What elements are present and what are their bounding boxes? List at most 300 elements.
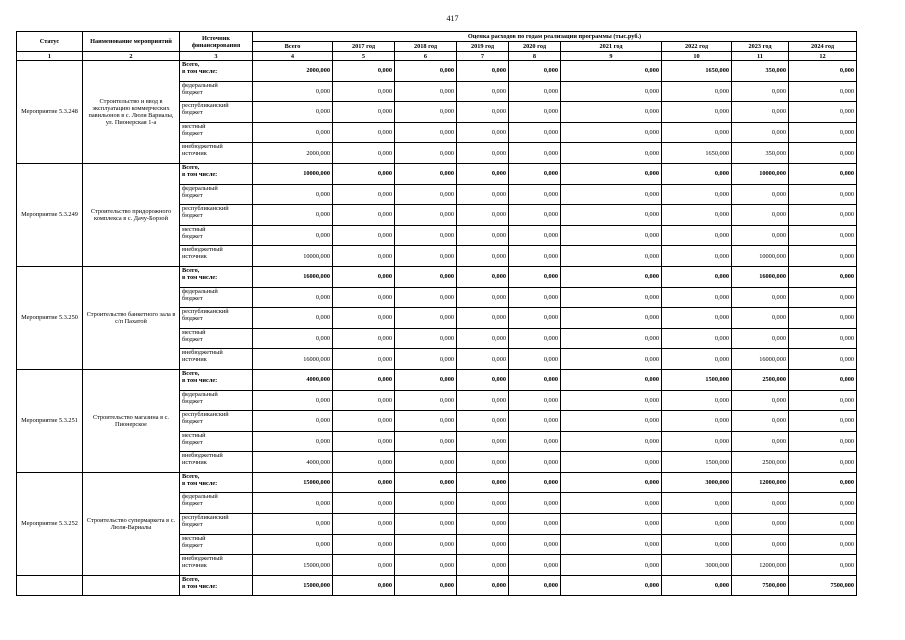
amount-cell: 0,000 (395, 411, 457, 432)
funding-source-line: в том числе: (182, 170, 218, 178)
year-header: 2022 год (662, 42, 732, 52)
amount-cell: 0,000 (253, 534, 333, 555)
amount-cell: 0,000 (662, 308, 732, 329)
amount-cell: 2000,000 (253, 143, 333, 164)
event-status: Мероприятие 5.3.248 (17, 61, 83, 164)
amount-cell: 350,000 (732, 143, 789, 164)
funding-source-line: местный (182, 534, 206, 542)
amount-cell: 0,000 (561, 122, 662, 143)
amount-cell: 0,000 (333, 81, 395, 102)
amount-cell: 0,000 (457, 349, 509, 370)
amount-cell: 0,000 (662, 225, 732, 246)
amount-cell: 0,000 (561, 266, 662, 287)
amount-cell: 0,000 (789, 308, 857, 329)
funding-source-line: источник (182, 356, 207, 364)
funding-source-line: бюджет (182, 438, 203, 446)
funding-source (180, 411, 253, 432)
amount-cell: 0,000 (561, 61, 662, 82)
amount-cell: 0,000 (732, 184, 789, 205)
year-header: Всего (253, 42, 333, 52)
amount-cell: 0,000 (395, 163, 457, 184)
funding-source-line: бюджет (182, 500, 203, 508)
amount-cell: 0,000 (253, 225, 333, 246)
amount-cell: 0,000 (509, 225, 561, 246)
amount-cell: 0,000 (509, 122, 561, 143)
funding-source-line: бюджет (182, 109, 203, 117)
amount-cell: 0,000 (457, 122, 509, 143)
funding-source-line: Всего, (182, 266, 200, 274)
amount-cell: 0,000 (561, 143, 662, 164)
amount-cell: 0,000 (395, 308, 457, 329)
amount-cell: 0,000 (509, 349, 561, 370)
funding-source-line: внебюджетный (182, 349, 223, 357)
amount-cell: 0,000 (789, 431, 857, 452)
amount-cell: 0,000 (253, 205, 333, 226)
year-header: 2018 год (395, 42, 457, 52)
amount-cell: 0,000 (789, 81, 857, 102)
year-header: 2024 год (789, 42, 857, 52)
funding-source-line: бюджет (182, 232, 203, 240)
amount-cell: 4000,000 (253, 452, 333, 473)
amount-cell: 1650,000 (662, 143, 732, 164)
amount-cell: 12000,000 (732, 555, 789, 576)
funding-source (180, 61, 253, 82)
amount-cell: 0,000 (333, 61, 395, 82)
amount-cell: 0,000 (732, 287, 789, 308)
amount-cell: 0,000 (509, 328, 561, 349)
amount-cell: 0,000 (662, 390, 732, 411)
event-status (17, 575, 83, 596)
funding-source (180, 493, 253, 514)
amount-cell: 0,000 (333, 205, 395, 226)
amount-cell: 0,000 (457, 472, 509, 493)
event-name: Строительство банкетного зала в с/п Пахатой (83, 266, 180, 369)
amount-cell: 0,000 (732, 308, 789, 329)
amount-cell: 0,000 (395, 328, 457, 349)
amount-cell: 0,000 (732, 390, 789, 411)
amount-cell: 0,000 (457, 369, 509, 390)
amount-cell: 0,000 (662, 431, 732, 452)
amount-cell: 0,000 (395, 555, 457, 576)
page-number: 417 (446, 14, 459, 23)
amount-cell: 0,000 (789, 246, 857, 267)
amount-cell: 0,000 (457, 225, 509, 246)
amount-cell: 0,000 (509, 184, 561, 205)
funding-source-line: бюджет (182, 335, 203, 343)
amount-cell: 0,000 (509, 102, 561, 123)
funding-source (180, 534, 253, 555)
amount-cell: 10000,000 (253, 246, 333, 267)
funding-source-line: источник (182, 459, 207, 467)
amount-cell: 0,000 (333, 328, 395, 349)
amount-cell: 0,000 (457, 431, 509, 452)
column-number: 3 (180, 52, 253, 61)
funding-source-line: федеральный (182, 493, 218, 501)
funding-source (180, 390, 253, 411)
amount-cell: 0,000 (732, 514, 789, 535)
funding-source-line: в том числе: (182, 479, 218, 487)
amount-cell: 0,000 (509, 287, 561, 308)
funding-source-line: Всего, (182, 369, 200, 377)
amount-cell: 0,000 (732, 122, 789, 143)
amount-cell: 0,000 (509, 514, 561, 535)
amount-cell: 0,000 (662, 575, 732, 596)
column-number: 4 (253, 52, 333, 61)
amount-cell: 0,000 (253, 184, 333, 205)
amount-cell: 0,000 (789, 184, 857, 205)
amount-cell: 15000,000 (253, 555, 333, 576)
funding-source (180, 205, 253, 226)
amount-cell: 0,000 (457, 184, 509, 205)
funding-source-line: местный (182, 328, 206, 336)
funding-source-line: источник (182, 562, 207, 570)
amount-cell: 2500,000 (732, 369, 789, 390)
amount-cell: 0,000 (395, 122, 457, 143)
funding-source-line: бюджет (182, 315, 203, 323)
table-row (17, 266, 857, 287)
amount-cell: 0,000 (395, 225, 457, 246)
amount-cell: 2500,000 (732, 452, 789, 473)
amount-cell: 0,000 (789, 349, 857, 370)
amount-cell: 0,000 (789, 514, 857, 535)
amount-cell: 0,000 (457, 143, 509, 164)
amount-cell: 0,000 (789, 390, 857, 411)
amount-cell: 0,000 (333, 514, 395, 535)
amount-cell: 0,000 (457, 411, 509, 432)
column-number: 9 (561, 52, 662, 61)
name-header: Наименование мероприятий (83, 32, 180, 52)
amount-cell: 16000,000 (253, 349, 333, 370)
table-row (17, 369, 857, 390)
amount-cell: 0,000 (333, 452, 395, 473)
amount-cell: 0,000 (457, 163, 509, 184)
column-number: 2 (83, 52, 180, 61)
table-row (17, 61, 857, 82)
amount-cell: 0,000 (253, 411, 333, 432)
amount-cell: 0,000 (509, 493, 561, 514)
amount-cell: 12000,000 (732, 472, 789, 493)
funding-source-line: Всего, (182, 61, 200, 68)
funding-source (180, 369, 253, 390)
amount-cell: 0,000 (457, 493, 509, 514)
amount-cell: 0,000 (561, 452, 662, 473)
amount-cell: 0,000 (561, 411, 662, 432)
amount-cell: 0,000 (789, 225, 857, 246)
amount-cell: 0,000 (789, 143, 857, 164)
funding-source (180, 431, 253, 452)
amount-cell: 0,000 (395, 514, 457, 535)
year-header: 2023 год (732, 42, 789, 52)
amount-cell: 0,000 (253, 308, 333, 329)
table-header (17, 32, 857, 61)
amount-cell: 0,000 (662, 205, 732, 226)
column-number: 1 (17, 52, 83, 61)
amount-cell: 0,000 (509, 369, 561, 390)
event-name (83, 575, 180, 596)
amount-cell: 0,000 (789, 102, 857, 123)
column-number: 11 (732, 52, 789, 61)
amount-cell: 0,000 (662, 102, 732, 123)
column-number: 12 (789, 52, 857, 61)
amount-cell: 10000,000 (732, 163, 789, 184)
amount-cell: 7500,000 (732, 575, 789, 596)
amount-cell: 0,000 (732, 81, 789, 102)
amount-cell: 0,000 (561, 308, 662, 329)
event-status: Мероприятие 5.3.249 (17, 163, 83, 266)
amount-cell: 0,000 (662, 122, 732, 143)
amount-cell: 0,000 (333, 287, 395, 308)
amount-cell: 0,000 (662, 287, 732, 308)
amount-cell: 0,000 (395, 266, 457, 287)
funding-source (180, 143, 253, 164)
funding-source-line: местный (182, 431, 206, 439)
amount-cell: 0,000 (732, 225, 789, 246)
funding-source-line: местный (182, 225, 206, 233)
funding-source-line: внебюджетный (182, 452, 223, 460)
funding-source (180, 514, 253, 535)
amount-cell: 0,000 (662, 493, 732, 514)
amount-cell: 0,000 (395, 493, 457, 514)
amount-cell: 0,000 (732, 411, 789, 432)
amount-cell: 0,000 (561, 225, 662, 246)
year-header: 2017 год (333, 42, 395, 52)
amount-cell: 0,000 (732, 493, 789, 514)
amount-cell: 0,000 (561, 534, 662, 555)
funding-source (180, 81, 253, 102)
amount-cell: 0,000 (333, 493, 395, 514)
amount-cell: 0,000 (509, 246, 561, 267)
funding-source-line: в том числе: (182, 582, 218, 590)
amount-cell: 0,000 (333, 308, 395, 329)
amount-cell: 0,000 (732, 431, 789, 452)
year-header: 2020 год (509, 42, 561, 52)
amount-cell: 1500,000 (662, 452, 732, 473)
amount-cell: 0,000 (732, 102, 789, 123)
event-status: Мероприятие 5.3.250 (17, 266, 83, 369)
amount-cell: 0,000 (509, 452, 561, 473)
amount-cell: 0,000 (457, 534, 509, 555)
amount-cell: 0,000 (561, 205, 662, 226)
funding-source (180, 287, 253, 308)
event-name: Строительство магазина в с. Пионерское (83, 369, 180, 472)
funding-source-line: в том числе: (182, 273, 218, 281)
amount-cell: 0,000 (333, 390, 395, 411)
funding-source (180, 102, 253, 123)
funding-source (180, 122, 253, 143)
funding-source-line: бюджет (182, 294, 203, 302)
amount-cell: 0,000 (457, 452, 509, 473)
funding-source (180, 266, 253, 287)
year-header: 2019 год (457, 42, 509, 52)
amount-cell: 0,000 (662, 184, 732, 205)
amount-cell: 0,000 (333, 246, 395, 267)
amount-cell: 0,000 (509, 143, 561, 164)
funding-source-line: республиканский (182, 205, 229, 213)
amount-cell: 16000,000 (732, 349, 789, 370)
amount-cell: 0,000 (561, 328, 662, 349)
funding-source-line: бюджет (182, 541, 203, 549)
amount-cell: 0,000 (561, 369, 662, 390)
amount-cell: 7500,000 (789, 575, 857, 596)
funding-source (180, 328, 253, 349)
amount-cell: 0,000 (395, 246, 457, 267)
event-status: Мероприятие 5.3.252 (17, 472, 83, 575)
amount-cell: 0,000 (333, 349, 395, 370)
amount-cell: 0,000 (789, 411, 857, 432)
amount-cell: 0,000 (457, 514, 509, 535)
amount-cell: 0,000 (395, 81, 457, 102)
event-name: Строительство и ввод в эксплуатацию коммерческих павильонов в с. Люля Вариалы, ул. Пионерская 1-а (83, 61, 180, 164)
amount-cell: 0,000 (561, 472, 662, 493)
amount-cell: 0,000 (789, 369, 857, 390)
amount-cell: 0,000 (333, 534, 395, 555)
amount-cell: 0,000 (457, 390, 509, 411)
amount-cell: 0,000 (333, 122, 395, 143)
amount-cell: 2000,000 (253, 61, 333, 82)
source-header: Источник финансирования (180, 32, 253, 52)
amount-cell: 0,000 (662, 514, 732, 535)
amount-cell: 0,000 (253, 102, 333, 123)
amount-cell: 0,000 (457, 287, 509, 308)
amount-cell: 0,000 (561, 163, 662, 184)
amount-cell: 0,000 (789, 287, 857, 308)
funding-source-line: федеральный (182, 81, 218, 89)
amount-cell: 0,000 (457, 246, 509, 267)
amount-cell: 0,000 (509, 575, 561, 596)
amount-cell: 0,000 (395, 143, 457, 164)
amount-cell: 0,000 (789, 472, 857, 493)
event-status: Мероприятие 5.3.251 (17, 369, 83, 472)
amount-cell: 0,000 (395, 205, 457, 226)
funding-source-line: бюджет (182, 88, 203, 96)
funding-source-line: федеральный (182, 287, 218, 295)
amount-cell: 0,000 (457, 81, 509, 102)
funding-source-line: республиканский (182, 411, 229, 419)
amount-cell: 0,000 (253, 287, 333, 308)
table-row (17, 163, 857, 184)
event-name: Строительство придорожного комплекса в с. Дачу-Борзой (83, 163, 180, 266)
amount-cell: 0,000 (395, 452, 457, 473)
amount-cell: 0,000 (561, 575, 662, 596)
amount-cell: 0,000 (395, 369, 457, 390)
amount-cell: 0,000 (333, 225, 395, 246)
amount-cell: 0,000 (561, 493, 662, 514)
amount-cell: 0,000 (457, 102, 509, 123)
amount-cell: 0,000 (395, 287, 457, 308)
funding-source-line: бюджет (182, 191, 203, 199)
amount-cell: 0,000 (509, 411, 561, 432)
funding-source-line: бюджет (182, 521, 203, 529)
funding-source (180, 163, 253, 184)
amount-cell: 16000,000 (732, 266, 789, 287)
amount-cell: 0,000 (561, 431, 662, 452)
amount-cell: 0,000 (789, 328, 857, 349)
amount-cell: 0,000 (561, 555, 662, 576)
funding-source-line: республиканский (182, 308, 229, 316)
amount-cell: 0,000 (732, 534, 789, 555)
funding-source-line: бюджет (182, 129, 203, 137)
amount-cell: 0,000 (789, 61, 857, 82)
amount-cell: 0,000 (509, 81, 561, 102)
table-row (17, 472, 857, 493)
funding-source-line: внебюджетный (182, 143, 223, 151)
funding-source (180, 184, 253, 205)
funding-source-line: республиканский (182, 514, 229, 522)
amount-cell: 0,000 (662, 349, 732, 370)
table-row (17, 575, 857, 596)
amount-cell: 1650,000 (662, 61, 732, 82)
funding-source (180, 472, 253, 493)
amount-cell: 16000,000 (253, 266, 333, 287)
column-number: 7 (457, 52, 509, 61)
amount-cell: 0,000 (509, 555, 561, 576)
amount-cell: 0,000 (253, 514, 333, 535)
event-name: Строительство супермаркета в с. Люля-Вариалы (83, 472, 180, 575)
funding-source-line: бюджет (182, 418, 203, 426)
amount-cell: 3000,000 (662, 555, 732, 576)
amount-cell: 0,000 (561, 246, 662, 267)
amount-cell: 0,000 (457, 575, 509, 596)
amount-cell: 0,000 (509, 61, 561, 82)
amount-cell: 0,000 (395, 349, 457, 370)
amount-cell: 0,000 (509, 431, 561, 452)
funding-source-line: федеральный (182, 184, 218, 192)
amount-cell: 0,000 (457, 328, 509, 349)
amount-cell: 0,000 (253, 390, 333, 411)
amount-cell: 0,000 (732, 328, 789, 349)
amount-cell: 0,000 (662, 81, 732, 102)
amount-cell: 0,000 (457, 555, 509, 576)
amount-cell: 0,000 (457, 266, 509, 287)
amount-cell: 0,000 (732, 205, 789, 226)
funding-source (180, 452, 253, 473)
amount-cell: 0,000 (253, 493, 333, 514)
amount-cell: 0,000 (395, 61, 457, 82)
amount-cell: 0,000 (395, 472, 457, 493)
status-header: Статус (17, 32, 83, 52)
amount-cell: 0,000 (395, 184, 457, 205)
amount-cell: 0,000 (509, 266, 561, 287)
column-number: 5 (333, 52, 395, 61)
amount-cell: 0,000 (662, 266, 732, 287)
funding-source-line: внебюджетный (182, 246, 223, 254)
amount-cell: 0,000 (561, 287, 662, 308)
amount-cell: 0,000 (789, 555, 857, 576)
amount-cell: 0,000 (395, 575, 457, 596)
amount-cell: 0,000 (395, 534, 457, 555)
column-number: 8 (509, 52, 561, 61)
amount-cell: 0,000 (253, 328, 333, 349)
amount-cell: 10000,000 (732, 246, 789, 267)
amount-cell: 0,000 (457, 308, 509, 329)
estimate-header: Оценка расходов по годам реализации программы (тыс.руб.) (253, 32, 857, 42)
amount-cell: 0,000 (662, 163, 732, 184)
amount-cell: 0,000 (333, 102, 395, 123)
amount-cell: 0,000 (333, 411, 395, 432)
funding-source-line: Всего, (182, 472, 200, 480)
amount-cell: 0,000 (662, 246, 732, 267)
funding-source-line: источник (182, 253, 207, 261)
expense-table (16, 31, 857, 596)
amount-cell: 0,000 (561, 184, 662, 205)
amount-cell: 0,000 (561, 390, 662, 411)
amount-cell: 3000,000 (662, 472, 732, 493)
amount-cell: 0,000 (333, 163, 395, 184)
amount-cell: 0,000 (509, 205, 561, 226)
amount-cell: 4000,000 (253, 369, 333, 390)
amount-cell: 0,000 (333, 369, 395, 390)
amount-cell: 15000,000 (253, 472, 333, 493)
